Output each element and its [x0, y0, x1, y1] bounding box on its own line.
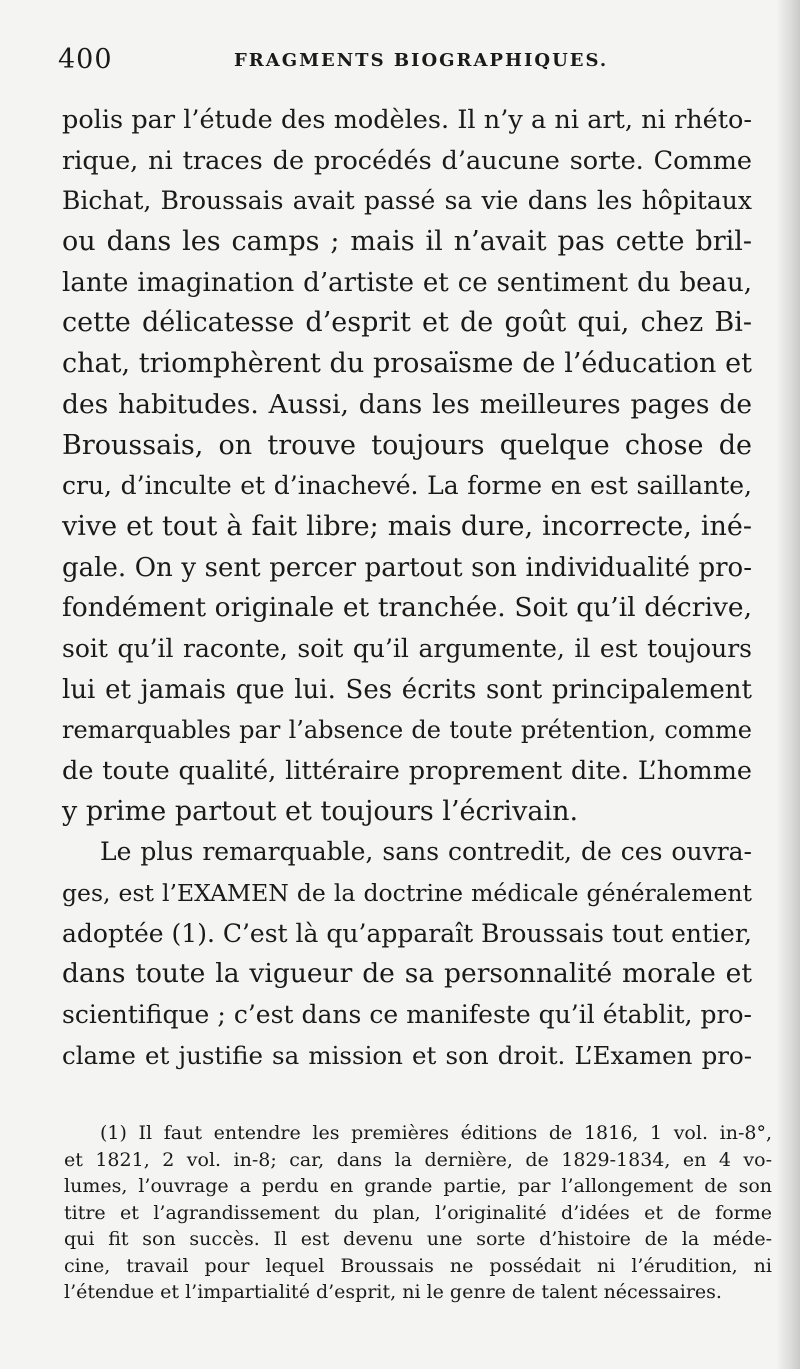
- text-line: lui et jamais que lui. Ses écrits sont principalement: [62, 674, 752, 705]
- running-title: FRAGMENTS BIOGRAPHIQUES.: [234, 50, 609, 71]
- text-line: des habitudes. Aussi, dans les meilleures pages de: [62, 388, 752, 420]
- page-edge-shadow: [776, 0, 800, 1369]
- text-line: polis par l’étude des modèles. Il n’y a ni art, ni rhéto-: [62, 105, 752, 135]
- text-line: cette délicatesse d’esprit et de goût qui, chez Bi-: [62, 307, 752, 339]
- text-line: de toute qualité, littéraire proprement dite. L’homme: [62, 756, 752, 786]
- text-line: Le plus remarquable, sans contredit, de ces ouvra-: [100, 837, 752, 867]
- footnote-line: titre et l’agrandissement du plan, l’originalité d’idées et de forme: [64, 1201, 772, 1224]
- running-header: [58, 44, 758, 84]
- footnote-line: (1) Il faut entendre les premières éditions de 1816, 1 vol. in-8°,: [100, 1122, 772, 1144]
- text-line: clame et justifie sa mission et son droit. L’Examen pro-: [62, 1040, 752, 1070]
- footnote: [64, 1120, 772, 1306]
- text-line: lante imagination d’artiste et ce sentiment du beau,: [62, 267, 752, 298]
- text-line: vive et tout à fait libre; mais dure, incorrecte, iné-: [62, 510, 752, 542]
- text-line: chat, triomphèrent du prosaïsme de l’éducation et: [62, 348, 752, 380]
- footnote-line: lumes, l’ouvrage a perdu en grande partie, par l’allongement de son: [64, 1175, 772, 1197]
- text-line: soit qu’il raconte, soit qu’il argumente, il est toujours: [62, 633, 752, 663]
- text-line: cru, d’inculte et d’inachevé. La forme en est saillante,: [62, 471, 752, 501]
- text-line: y prime partout et toujours l’écrivain.: [62, 795, 579, 827]
- text-line: dans toute la vigueur de sa personnalité morale et: [62, 958, 752, 990]
- page-number: 400: [58, 44, 113, 75]
- footnote-line: qui fit son succès. Il est devenu une sorte d’histoire de la méde-: [64, 1228, 772, 1250]
- text-line: Broussais, on trouve toujours quelque chose de: [62, 429, 752, 461]
- text-line: gale. On y sent percer partout son individualité pro-: [62, 552, 752, 583]
- text-line: adoptée (1). C’est là qu’apparaît Broussais tout entier,: [62, 918, 752, 948]
- main-text: [62, 100, 752, 1077]
- text-line: Bichat, Broussais avait passé sa vie dans les hôpitaux: [62, 186, 752, 216]
- text-line: scientifique ; c’est dans ce manifeste qu’il établit, pro-: [62, 1000, 752, 1030]
- text-line: ou dans les camps ; mais il n’avait pas cette bril-: [62, 226, 752, 258]
- text-line: rique, ni traces de procédés d’aucune sorte. Comme: [62, 145, 752, 176]
- footnote-line: cine, travail pour lequel Broussais ne possédait ni l’érudition, ni: [64, 1254, 772, 1277]
- text-line: ges, est l’EXAMEN de la doctrine médicale généralement: [62, 879, 752, 908]
- text-line: remarquables par l’absence de toute prétention, comme: [62, 716, 752, 745]
- footnote-line: l’étendue et l’impartialité d’esprit, ni le genre de talent nécessaires.: [64, 1281, 722, 1303]
- text-line: fondément originale et tranchée. Soit qu’il décrive,: [62, 592, 752, 624]
- footnote-line: et 1821, 2 vol. in-8; car, dans la dernière, de 1829-1834, en 4 vo-: [64, 1148, 772, 1171]
